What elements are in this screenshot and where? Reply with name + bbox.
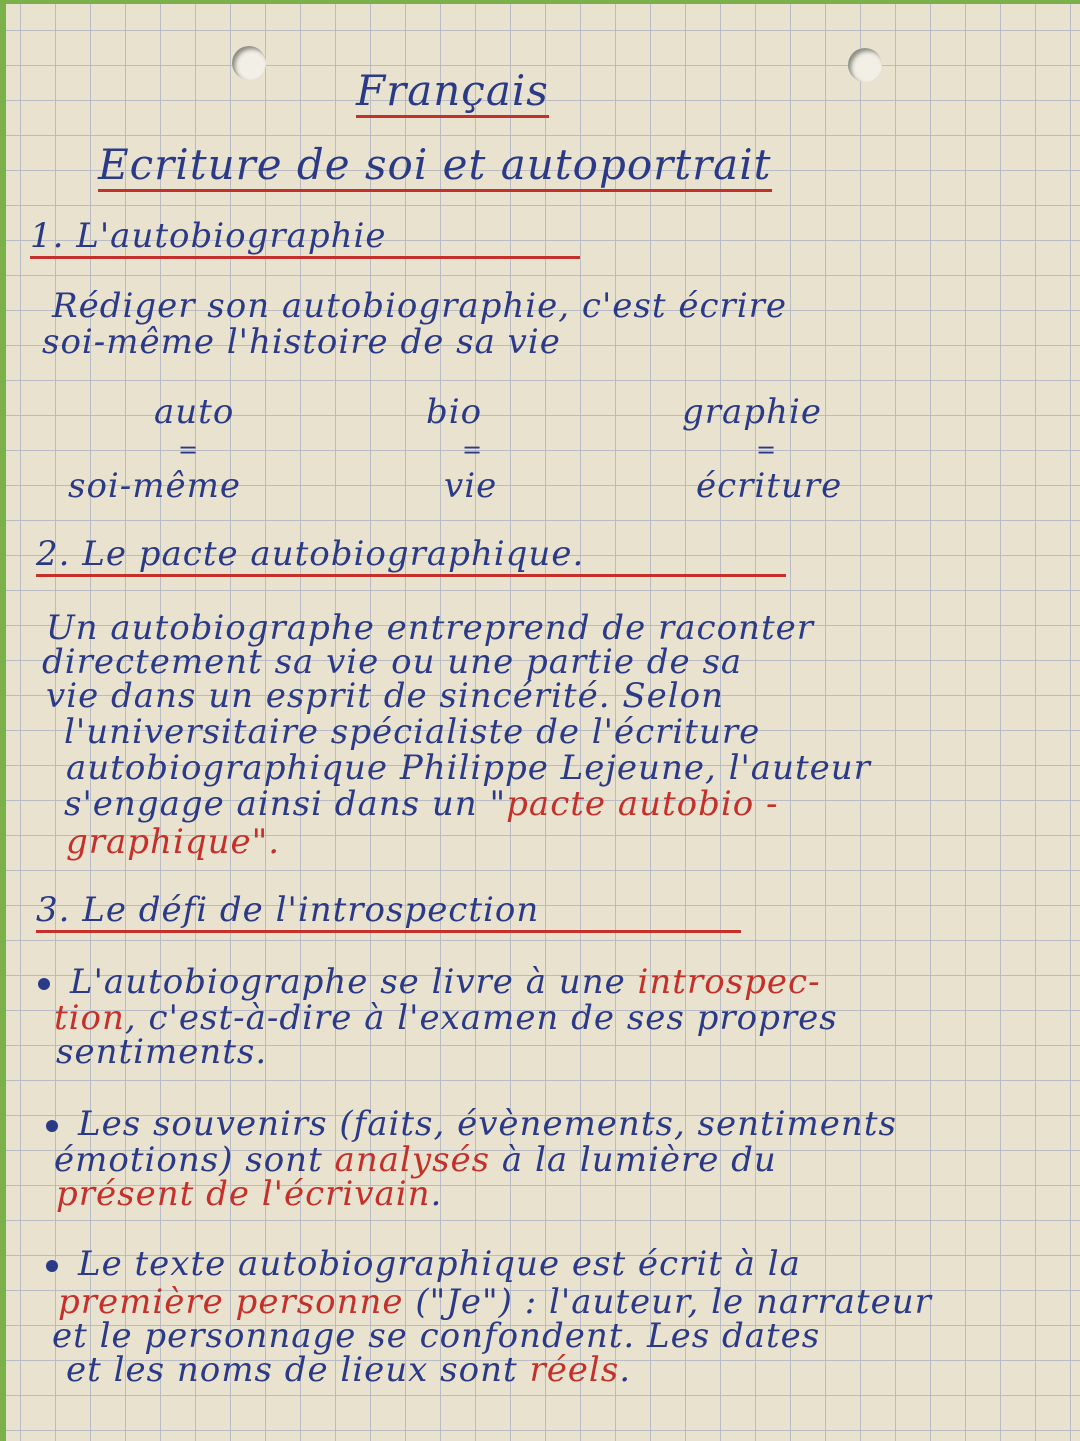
text-line: L'autobiographe se livre à une <box>70 962 638 1002</box>
highlighted-term: analysés <box>334 1140 491 1180</box>
text-line: Les souvenirs (faits, évènements, sentiments <box>78 1104 897 1144</box>
highlighted-term: première personne <box>58 1282 404 1322</box>
text-line: ("Je") : l'auteur, le narrateur <box>403 1282 932 1322</box>
equals-sign: = <box>462 436 484 464</box>
equals-sign: = <box>756 436 778 464</box>
text-line: . <box>430 1174 443 1214</box>
etymology-part: graphie <box>682 392 822 432</box>
etymology-meaning: soi-même <box>68 466 242 506</box>
etymology-meaning: écriture <box>696 466 843 506</box>
text-line: Rédiger son autobiographie, c'est écrire <box>52 286 787 326</box>
bullet-icon <box>46 1120 58 1132</box>
section-heading-2: 2. Le pacte autobiographique. <box>36 534 786 577</box>
text-line: Le texte autobiographique est écrit à la <box>78 1244 801 1284</box>
punch-hole <box>848 48 882 82</box>
highlighted-term: introspec- <box>637 962 821 1002</box>
text-line: à la lumière du <box>490 1140 777 1180</box>
text-line: et le personnage se confondent. Les dates <box>52 1316 821 1356</box>
highlighted-term: graphique". <box>66 822 281 862</box>
grid-paper-page <box>6 4 1080 1441</box>
text-line: directement sa vie ou une partie de sa <box>42 642 743 682</box>
etymology-part: auto <box>154 392 235 432</box>
text-line: sentiments. <box>56 1032 268 1072</box>
page-subtitle: Ecriture de soi et autoportrait <box>98 140 772 192</box>
text-line: , c'est-à-dire à l'examen de ses propres <box>124 998 838 1038</box>
text-line: s'engage ainsi dans un " <box>64 784 507 824</box>
highlighted-term: réels <box>529 1350 620 1390</box>
bullet-icon <box>46 1260 58 1272</box>
text-line: l'universitaire spécialiste de l'écriture <box>64 712 761 752</box>
etymology-part: bio <box>426 392 483 432</box>
section-heading-1: 1. L'autobiographie <box>30 216 580 259</box>
text-line: autobiographique Philippe Lejeune, l'auteur <box>66 748 871 788</box>
highlighted-term: tion <box>54 998 125 1038</box>
equals-sign: = <box>178 436 200 464</box>
page-title: Français <box>356 66 549 118</box>
text-line: soi-même l'histoire de sa vie <box>42 322 561 362</box>
highlighted-term: présent de l'écrivain <box>56 1174 431 1214</box>
text-line: et les noms de lieux sont <box>66 1350 530 1390</box>
section-heading-3: 3. Le défi de l'introspection <box>36 890 741 933</box>
text-line: Un autobiographe entreprend de raconter <box>46 608 814 648</box>
bullet-icon <box>38 978 50 990</box>
punch-hole <box>232 46 266 80</box>
etymology-meaning: vie <box>444 466 498 506</box>
text-line: . <box>619 1350 632 1390</box>
text-line: vie dans un esprit de sincérité. Selon <box>46 676 724 716</box>
text-line: émotions) sont <box>54 1140 335 1180</box>
highlighted-term: pacte autobio - <box>506 784 779 824</box>
